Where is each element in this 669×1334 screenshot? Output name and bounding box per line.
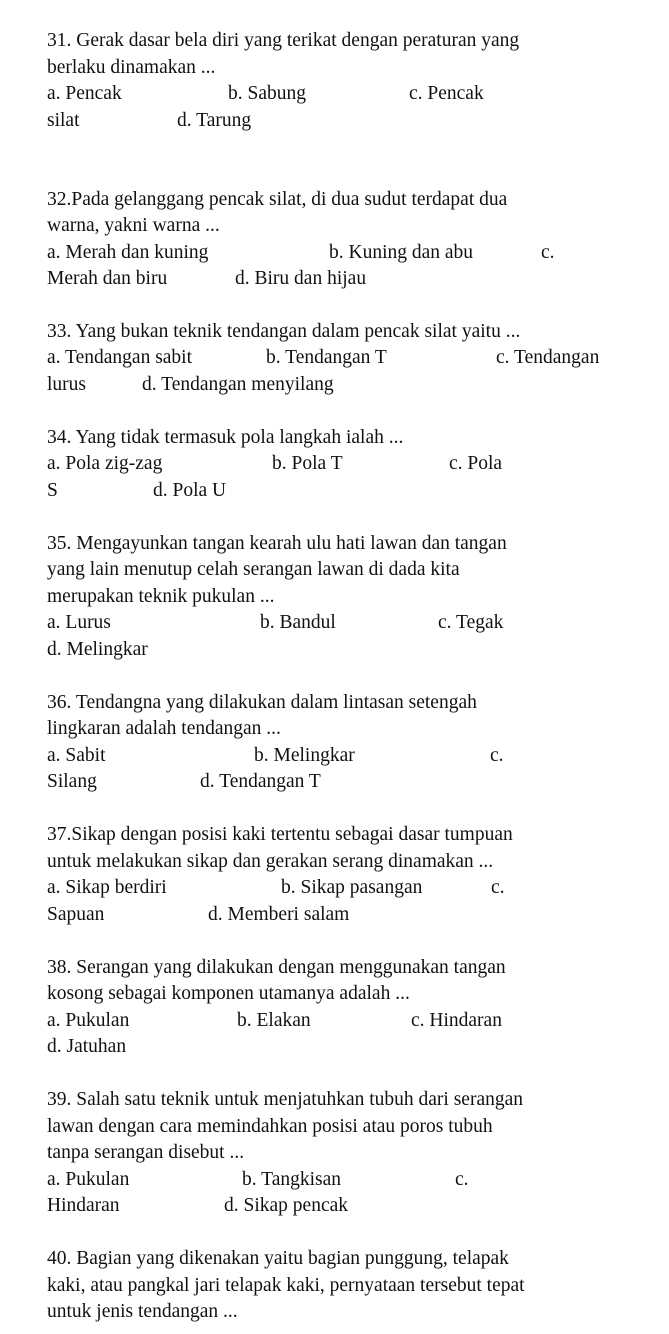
option-c: c. Tegak <box>438 612 504 633</box>
question-text: 39. Salah satu teknik untuk menjatuhkan tubuh dari serangan <box>47 1089 524 1110</box>
option-a: a. Pola zig-zag <box>47 453 163 474</box>
option-b: b. Kuning dan abu <box>329 242 474 263</box>
option-c-continued: Merah dan biru <box>47 268 168 289</box>
option-b: b. Melingkar <box>254 745 355 766</box>
question-text: kaki, atau pangkal jari telapak kaki, pernyataan tersebut tepat <box>47 1275 525 1296</box>
question-text: kosong sebagai komponen utamanya adalah ... <box>47 983 410 1004</box>
option-c: c. Hindaran <box>411 1010 502 1031</box>
question-text: 31. Gerak dasar bela diri yang terikat dengan peraturan yang <box>47 30 520 51</box>
option-c-continued: Sapuan <box>47 904 105 925</box>
option-b: b. Bandul <box>260 612 336 633</box>
option-c-continued: lurus <box>47 374 86 395</box>
option-c-continued: Silang <box>47 771 97 792</box>
option-c-continued: S <box>47 480 58 501</box>
question-text: 32.Pada gelanggang pencak silat, di dua sudut terdapat dua <box>47 189 508 210</box>
option-d: d. Tarung <box>177 110 252 131</box>
option-d: d. Jatuhan <box>47 1036 127 1057</box>
option-a: a. Merah dan kuning <box>47 242 209 263</box>
option-d: d. Sikap pencak <box>224 1195 349 1216</box>
option-b: b. Pola T <box>272 453 343 474</box>
question-text: merupakan teknik pukulan ... <box>47 586 275 607</box>
option-a: a. Pencak <box>47 83 122 104</box>
question-text: warna, yakni warna ... <box>47 215 220 236</box>
option-c: c. Tendangan <box>496 347 600 368</box>
question-text: tanpa serangan disebut ... <box>47 1142 245 1163</box>
question-text: berlaku dinamakan ... <box>47 57 216 78</box>
option-b: b. Tendangan T <box>266 347 387 368</box>
question-text: lingkaran adalah tendangan ... <box>47 718 281 739</box>
option-a: a. Tendangan sabit <box>47 347 193 368</box>
option-c: c. <box>490 745 504 766</box>
option-a: a. Lurus <box>47 612 111 633</box>
option-a: a. Sikap berdiri <box>47 877 167 898</box>
option-d: d. Melingkar <box>47 639 148 660</box>
option-c: c. <box>491 877 505 898</box>
question-text: 33. Yang bukan teknik tendangan dalam pencak silat yaitu ... <box>47 321 521 342</box>
option-a: a. Pukulan <box>47 1169 130 1190</box>
question-text: untuk melakukan sikap dan gerakan serang dinamakan ... <box>47 851 494 872</box>
option-d: d. Tendangan menyilang <box>142 374 334 395</box>
question-text: untuk jenis tendangan ... <box>47 1301 238 1322</box>
option-b: b. Elakan <box>237 1010 311 1031</box>
question-text: 34. Yang tidak termasuk pola langkah ialah ... <box>47 427 404 448</box>
option-a: a. Pukulan <box>47 1010 130 1031</box>
option-d: d. Tendangan T <box>200 771 321 792</box>
option-c: c. <box>455 1169 469 1190</box>
option-c-continued: Hindaran <box>47 1195 120 1216</box>
option-d: d. Biru dan hijau <box>235 268 367 289</box>
question-text: 35. Mengayunkan tangan kearah ulu hati lawan dan tangan <box>47 533 507 554</box>
option-c: c. Pencak <box>409 83 484 104</box>
question-text: 40. Bagian yang dikenakan yaitu bagian punggung, telapak <box>47 1248 509 1269</box>
question-text: yang lain menutup celah serangan lawan di dada kita <box>47 559 460 580</box>
option-d: d. Memberi salam <box>208 904 350 925</box>
option-c: c. <box>541 242 555 263</box>
option-a: a. Sabit <box>47 745 106 766</box>
question-text: lawan dengan cara memindahkan posisi atau poros tubuh <box>47 1116 493 1137</box>
question-text: 38. Serangan yang dilakukan dengan menggunakan tangan <box>47 957 506 978</box>
option-b: b. Sikap pasangan <box>281 877 423 898</box>
question-text: 37.Sikap dengan posisi kaki tertentu sebagai dasar tumpuan <box>47 824 513 845</box>
option-c-continued: silat <box>47 110 80 131</box>
option-d: d. Pola U <box>153 480 227 501</box>
question-text: 36. Tendangna yang dilakukan dalam lintasan setengah <box>47 692 477 713</box>
option-b: b. Sabung <box>228 83 306 104</box>
option-b: b. Tangkisan <box>242 1169 342 1190</box>
option-c: c. Pola <box>449 453 503 474</box>
